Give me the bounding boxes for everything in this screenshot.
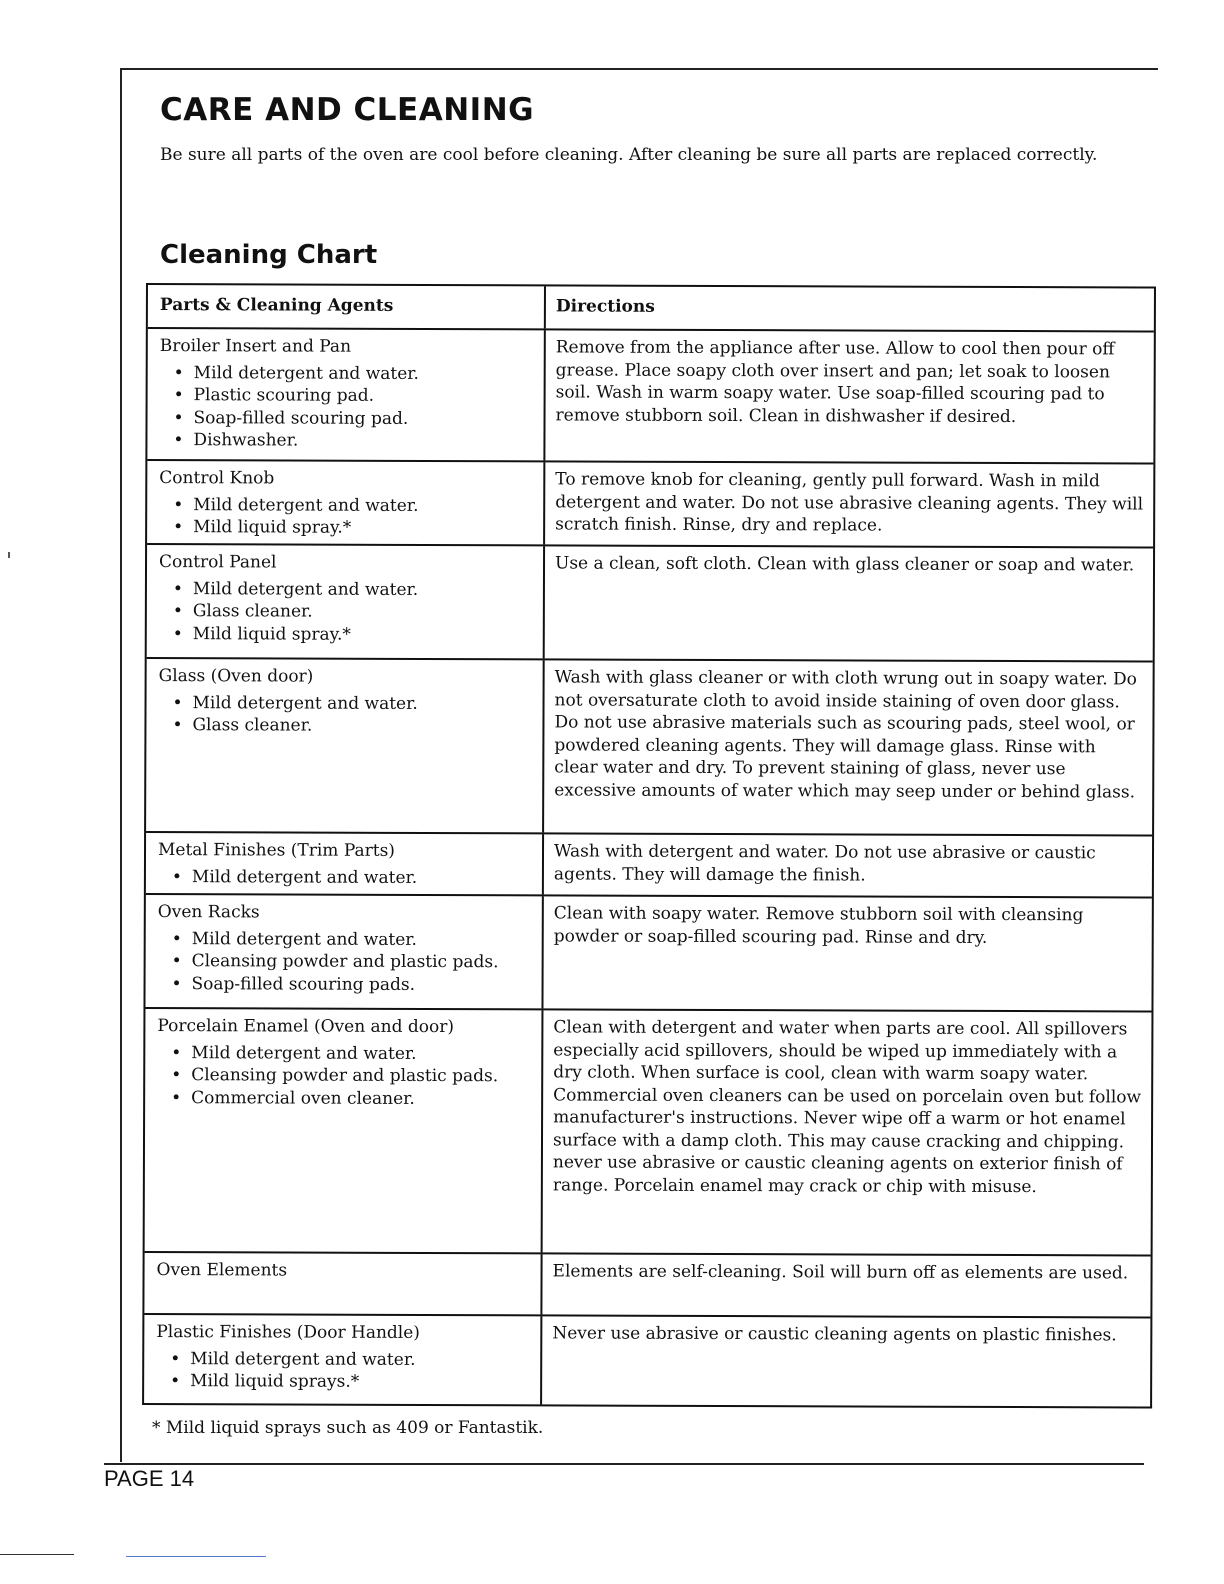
directions-cell: Clean with soapy water. Remove stubborn soil with cleansing powder or soap-filled scouring pad. Rinse and dry. <box>553 903 1084 948</box>
cleaning-agent-item: • Mild liquid sprays.* <box>190 1370 532 1394</box>
part-name: Oven Racks <box>157 902 260 923</box>
frame-top-rule <box>120 68 1158 70</box>
part-name: Plastic Finishes (Door Handle) <box>156 1322 420 1343</box>
cleaning-agent-item: • Plastic scouring pad. <box>194 384 536 408</box>
cleaning-agent-item: • Mild detergent and water. <box>193 494 535 518</box>
cleaning-agent-item: • Mild detergent and water. <box>192 692 534 716</box>
cleaning-agents-list <box>157 1042 533 1111</box>
parts-cell <box>146 659 545 832</box>
part-name: Control Panel <box>158 552 277 573</box>
cleaning-agent-item: • Mild detergent and water. <box>192 866 534 890</box>
directions-cell: Remove from the appliance after use. Allow to cool then pour off grease. Place soapy cloth over insert and pan; let soak to loosen soil. Wash in warm soapy water. Use soap-filled scouring pad to remove stubborn soil. Clean in dishwasher if desired. <box>555 337 1115 427</box>
column-header-parts: Parts & Cleaning Agents <box>148 285 546 328</box>
cleaning-agents-list <box>158 928 534 997</box>
directions-cell: Never use abrasive or caustic cleaning agents on plastic finishes. <box>552 1323 1117 1346</box>
page-title: CARE AND CLEANING <box>160 92 535 128</box>
table-row <box>146 831 1152 897</box>
directions-cell: Wash with glass cleaner or with cloth wrung out in soapy water. Do not oversaturate cloth to avoid inside staining of oven door glass. Do not use abrasive materials such as scouring pads, steel wool, or powdered cleaning agents. They will damage glass. Rinse with clear water and dry. To prevent staining of glass, never use excessive amounts of water which may seep under or behind glass. <box>554 667 1137 802</box>
cleaning-agents-list <box>159 494 535 540</box>
directions-cell: Wash with detergent and water. Do not use abrasive or caustic agents. They will damage the finish. <box>553 841 1096 886</box>
cleaning-agent-item: • Glass cleaner. <box>192 714 534 738</box>
footer-rule-link <box>126 1556 266 1557</box>
directions-cell: Use a clean, soft cloth. Clean with glass cleaner or soap and water. <box>554 553 1135 576</box>
parts-cell <box>147 461 545 544</box>
frame-bottom-rule <box>104 1463 1144 1465</box>
frame-left-rule <box>120 68 122 1462</box>
column-header-directions: Directions <box>555 296 655 317</box>
chart-title: Cleaning Chart <box>160 240 378 270</box>
part-name: Metal Finishes (Trim Parts) <box>157 840 395 861</box>
table-row <box>146 657 1153 835</box>
parts-cell <box>146 833 544 894</box>
part-name: Glass (Oven door) <box>158 666 314 687</box>
parts-cell <box>147 329 545 460</box>
cleaning-agents-list <box>159 362 535 453</box>
parts-cell <box>144 1253 542 1314</box>
table-row <box>147 543 1153 661</box>
table-row <box>147 459 1153 547</box>
footer-rule-left <box>0 1554 74 1555</box>
cleaning-agent-item: • Cleansing powder and plastic pads. <box>192 950 534 974</box>
page-number: PAGE 14 <box>104 1466 195 1491</box>
directions-cell: To remove knob for cleaning, gently pull forward. Wash in mild detergent and water. Do not use abrasive cleaning agents. They will scratch finish. Rinse, dry and replace. <box>555 469 1144 536</box>
cleaning-agent-item: • Mild detergent and water. <box>190 1348 532 1372</box>
table-row <box>144 1251 1150 1317</box>
cleaning-agents-list <box>158 692 534 738</box>
part-name: Broiler Insert and Pan <box>159 336 352 357</box>
cleaning-agent-item: • Mild detergent and water. <box>191 1042 533 1066</box>
table-header-row <box>148 283 1154 331</box>
cleaning-agent-item: • Dishwasher. <box>193 429 535 453</box>
cleaning-agent-item: • Mild liquid spray.* <box>193 516 535 540</box>
parts-cell <box>145 1009 544 1252</box>
cleaning-agent-item: • Soap-filled scouring pads. <box>192 973 534 997</box>
cleaning-agents-list <box>159 578 535 647</box>
part-name: Oven Elements <box>156 1260 288 1281</box>
directions-cell: Elements are self-cleaning. Soil will burn off as elements are used. <box>552 1261 1129 1284</box>
directions-cell: Clean with detergent and water when parts are cool. All spillovers especially acid spillovers, should be wiped up immediately with a dry cloth. When surface is cool, clean with warm soapy water. Commercial oven cleaners can be used on porcelain oven but follow manufacturer's instructions. Never wipe off a warm or hot enamel surface with a damp cloth. This may cause cracking and chipping. never use abrasive or caustic cleaning agents on exterior finish of range. Porcelain enamel may crack or chip with misuse. <box>552 1017 1142 1197</box>
parts-cell <box>144 1315 542 1404</box>
table-row <box>144 1313 1150 1407</box>
table-row <box>145 1007 1152 1255</box>
table-row <box>147 327 1153 463</box>
cleaning-agent-item: • Soap-filled scouring pad. <box>193 407 535 431</box>
intro-text: Be sure all parts of the oven are cool before cleaning. After cleaning be sure all parts are replaced correctly. <box>160 145 1098 165</box>
cleaning-agent-item: • Mild detergent and water. <box>192 928 534 952</box>
cleaning-agents-list <box>156 1348 532 1394</box>
scan-mark <box>8 552 10 558</box>
parts-cell <box>145 895 543 1008</box>
part-name: Porcelain Enamel (Oven and door) <box>157 1016 455 1038</box>
table-row <box>145 893 1151 1011</box>
cleaning-chart-table <box>142 283 1156 1409</box>
cleaning-agent-item: • Cleansing powder and plastic pads. <box>191 1064 533 1088</box>
cleaning-agent-item: • Commercial oven cleaner. <box>191 1087 533 1111</box>
footnote: * Mild liquid sprays such as 409 or Fantastik. <box>152 1418 544 1438</box>
cleaning-agent-item: • Glass cleaner. <box>193 600 535 624</box>
cleaning-agent-item: • Mild detergent and water. <box>194 362 536 386</box>
part-name: Control Knob <box>159 468 275 489</box>
cleaning-agent-item: • Mild detergent and water. <box>193 578 535 602</box>
cleaning-agents-list <box>158 866 534 890</box>
cleaning-agent-item: • Mild liquid spray.* <box>193 623 535 647</box>
parts-cell <box>147 545 545 658</box>
